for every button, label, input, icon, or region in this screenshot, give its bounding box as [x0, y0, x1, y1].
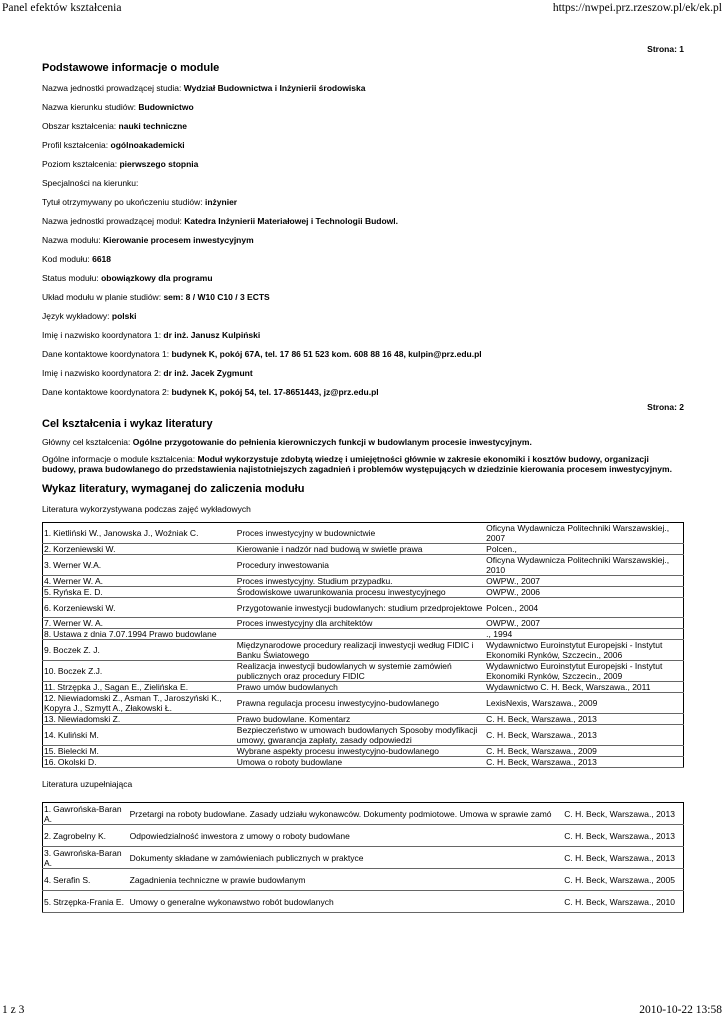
literature-number: 9.	[44, 645, 52, 655]
literature-author: Gawrońska-Baran A.	[44, 847, 122, 868]
literature-title: Proces inwestycyjny dla architektów	[236, 618, 373, 628]
literature-author: Bielecki M.	[57, 746, 99, 756]
literature-publisher: C. H. Beck, Warszawa., 2013	[486, 730, 597, 740]
info-row	[42, 235, 684, 254]
literature-heading: Wykaz literatury, wymaganej do zaliczenia modułu	[42, 483, 305, 495]
literature-row	[43, 629, 684, 640]
literature-publisher: OWPW., 2007	[486, 618, 541, 628]
literature-publisher: C. H. Beck, Warszawa., 2005	[564, 874, 675, 885]
literature-author-cell	[43, 682, 236, 693]
literature-row	[43, 891, 684, 913]
literature-row	[43, 746, 684, 757]
literature-row	[43, 587, 684, 598]
literature-publisher: Wydawnictwo C. H. Beck, Warszawa., 2011	[486, 682, 651, 692]
literature-number: 8.	[44, 629, 52, 639]
literature-title: Dokumenty składane w zamówieniach publicznych w praktyce	[129, 852, 364, 863]
literature-row	[43, 661, 684, 682]
literature-author-cell	[43, 544, 236, 555]
literature-number: 4.	[44, 874, 52, 885]
info-label: Nazwa jednostki prowadzącej moduł:	[42, 216, 185, 226]
page-counter: 1 z 3	[2, 1004, 25, 1016]
literature-title: Przygotowanie inwestycji budowlanych: studium przedprojektowe	[236, 602, 483, 613]
info-label: Imię i nazwisko koordynatora 2:	[42, 368, 164, 378]
literature-title: Odpowiedzialność inwestora z umowy o roboty budowlane	[129, 830, 350, 841]
literature-author-cell	[43, 629, 236, 640]
info-row	[42, 178, 684, 197]
main-goal-value: Ogólne przygotowanie do pełnienia kierowniczych funkcji w budowlanym procesie inwestycyjnym.	[132, 437, 532, 447]
info-label: Język wykładowy:	[42, 311, 112, 321]
page-number-label: Strona: 2	[647, 402, 684, 412]
info-value: inżynier	[205, 197, 238, 207]
literature-publisher: C. H. Beck, Warszawa., 2013	[564, 852, 675, 863]
info-label: Dane kontaktowe koordynatora 1:	[42, 349, 172, 359]
literature-row	[43, 598, 684, 618]
literature-author: Gawrońska-Baran A.	[44, 803, 122, 824]
info-row	[42, 349, 684, 368]
info-row	[42, 83, 684, 102]
literature-publisher: Polcen., 2004	[486, 602, 539, 613]
literature-author-cell	[43, 618, 236, 629]
literature-title	[236, 629, 485, 640]
literature-number: 16.	[44, 757, 56, 767]
info-row	[42, 140, 684, 159]
literature-title: Zagadnienia techniczne w prawie budowlanym	[129, 874, 306, 885]
literature-title: Przetargi na roboty budowlane. Zasady udziału wykonawców. Dokumenty podmiotowe. Umowa w sprawie zamó	[129, 808, 552, 819]
literature-row	[43, 693, 684, 714]
literature-number: 5.	[44, 587, 52, 597]
info-value: obowiązkowy dla programu	[101, 273, 213, 283]
literature-author: Niewiadomski Z.	[57, 714, 121, 724]
literature-number: 1.	[44, 528, 52, 538]
literature-publisher: Oficyna Wydawnicza Politechniki Warszawskiej., 2007	[486, 523, 670, 543]
info-label: Nazwa jednostki prowadzącej studia:	[42, 83, 184, 93]
info-row	[42, 159, 684, 178]
literature-author: Serafin S.	[53, 874, 91, 885]
info-label: Kod modułu:	[42, 254, 93, 264]
literature-publisher: C. H. Beck, Warszawa., 2013	[486, 714, 597, 724]
info-label: Tytuł otrzymywany po ukończeniu studiów:	[42, 197, 205, 207]
info-label: Układ modułu w planie studiów:	[42, 292, 164, 302]
literature-author-cell	[43, 847, 129, 869]
info-value: budynek K, pokój 54, tel. 17-8651443, jz@prz.edu.pl	[171, 387, 379, 397]
literature-row	[43, 555, 684, 576]
info-row	[42, 311, 684, 330]
info-value: 6618	[92, 254, 112, 264]
info-value: nauki techniczne	[118, 121, 188, 131]
literature-author-cell	[43, 661, 236, 682]
literature-author-cell	[43, 714, 236, 725]
print-datetime: 2010-10-22 13:58	[639, 1004, 722, 1016]
info-label: Nazwa modułu:	[42, 235, 103, 245]
literature-row	[43, 725, 684, 746]
page-number-label: Strona: 1	[647, 44, 684, 54]
lecture-literature-label: Literatura wykorzystywana podczas zajęć wykładowych	[42, 504, 251, 514]
literature-author: Boczek Z.J.	[57, 666, 103, 676]
info-label: Imię i nazwisko koordynatora 1:	[42, 330, 164, 340]
literature-author: Zagrobelny K.	[53, 830, 107, 841]
literature-row	[43, 544, 684, 555]
browser-url[interactable]: https://nwpei.prz.rzeszow.pl/ek/ek.pl	[552, 2, 722, 14]
info-row	[42, 102, 684, 121]
literature-publisher: OWPW., 2007	[486, 576, 541, 586]
literature-number: 10.	[44, 666, 56, 676]
info-row	[42, 254, 684, 273]
info-label: Dane kontaktowe koordynatora 2:	[42, 387, 172, 397]
literature-author: Werner W. A.	[53, 576, 104, 586]
literature-author-cell	[43, 598, 236, 618]
info-label: Status modułu:	[42, 273, 102, 283]
literature-author-cell	[43, 803, 129, 825]
info-value: Wydział Budownictwa i Inżynierii środowiska	[183, 83, 366, 93]
literature-number: 13.	[44, 714, 56, 724]
literature-row	[43, 714, 684, 725]
literature-author: Boczek Z. J.	[53, 645, 100, 655]
info-row	[42, 292, 684, 311]
basic-info-heading: Podstawowe informacje o module	[42, 62, 220, 74]
literature-title: Procedury inwestowania	[236, 560, 329, 570]
supplementary-literature-label: Literatura uzupełniająca	[42, 779, 133, 789]
literature-author-cell	[43, 587, 236, 598]
literature-publisher: C. H. Beck, Warszawa., 2009	[486, 746, 597, 756]
literature-publisher: Wydawnictwo Euroinstytut Europejski - Instytut Ekonomiki Rynków, Szczecin., 2009	[486, 661, 663, 681]
print-footer	[2, 1004, 722, 1018]
literature-number: 6.	[44, 602, 52, 613]
info-value: ogólnoakademicki	[110, 140, 185, 150]
info-value: polski	[111, 311, 137, 321]
literature-row	[43, 576, 684, 587]
info-row	[42, 330, 684, 349]
info-value: Budownictwo	[138, 102, 194, 112]
literature-number: 14.	[44, 730, 56, 740]
literature-number: 4.	[44, 576, 52, 586]
literature-author-cell	[43, 555, 236, 576]
literature-row	[43, 825, 684, 847]
basic-info-list	[42, 83, 684, 406]
literature-number: 7.	[44, 618, 52, 628]
lecture-literature-table	[42, 522, 684, 768]
literature-title: Prawo budowlane. Komentarz	[236, 714, 351, 724]
browser-page-title: Panel efektów kształcenia	[2, 2, 122, 14]
literature-author: Okolski D.	[57, 757, 97, 767]
literature-number: 2.	[44, 830, 52, 841]
literature-publisher: Polcen.,	[486, 544, 517, 554]
literature-row	[43, 640, 684, 661]
literature-number: 3.	[44, 847, 52, 858]
literature-number: 15.	[44, 746, 56, 756]
literature-publisher: Oficyna Wydawnicza Politechniki Warszawskiej., 2010	[486, 555, 670, 575]
info-value: dr inż. Janusz Kulpiński	[163, 330, 261, 340]
literature-author-cell	[43, 746, 236, 757]
literature-author: Ryńska E. D.	[53, 587, 103, 597]
literature-row	[43, 757, 684, 768]
print-header	[2, 2, 722, 16]
info-value: Kierowanie procesem inwestycyjnym	[102, 235, 254, 245]
literature-author-cell	[43, 757, 236, 768]
literature-title: Proces inwestycyjny w budownictwie	[236, 528, 376, 538]
literature-number: 5.	[44, 896, 52, 907]
literature-title: Umowy o generalne wykonawstwo robót budowlanych	[129, 896, 334, 907]
info-label: Profil kształcenia:	[42, 140, 111, 150]
literature-row	[43, 682, 684, 693]
literature-author: Korzeniewski W.	[53, 602, 116, 613]
info-label: Nazwa kierunku studiów:	[42, 102, 139, 112]
literature-publisher: OWPW., 2006	[486, 587, 541, 597]
literature-author: Kietliński W., Janowska J., Woźniak C.	[53, 528, 199, 538]
literature-author: Kuliński M.	[57, 730, 99, 740]
literature-publisher: C. H. Beck, Warszawa., 2013	[564, 830, 675, 841]
literature-row	[43, 847, 684, 869]
literature-author: Werner W. A.	[53, 618, 104, 628]
literature-row	[43, 803, 684, 825]
literature-title: Kierowanie i nadzór nad budową w swietle prawa	[236, 544, 423, 554]
document-content	[42, 40, 684, 913]
general-info-label: Ogólne informacje o module kształcenia:	[42, 454, 198, 464]
literature-number: 11.	[44, 682, 56, 692]
literature-number: 2.	[44, 544, 52, 554]
literature-publisher: ., 1994	[486, 629, 513, 639]
literature-author-cell	[43, 725, 236, 746]
literature-author-cell	[43, 869, 129, 891]
literature-author: Korzeniewski W.	[53, 544, 116, 554]
info-value: budynek K, pokój 67A, tel. 17 86 51 523 kom. 608 88 16 48, kulpin@prz.edu.pl	[171, 349, 482, 359]
literature-author: Strzępka-Frania E.	[53, 896, 124, 907]
literature-publisher: C. H. Beck, Warszawa., 2013	[564, 808, 675, 819]
literature-title: Prawna regulacja procesu inwestycyjno-budowlanego	[236, 698, 440, 708]
info-label: Obszar kształcenia:	[42, 121, 119, 131]
info-label: Poziom kształcenia:	[42, 159, 120, 169]
literature-publisher: C. H. Beck, Warszawa., 2010	[564, 896, 675, 907]
literature-number: 3.	[44, 560, 52, 570]
literature-author: Strzępka J., Sagan E., Zielińska E.	[57, 682, 189, 692]
literature-title: Umowa o roboty budowlane	[236, 757, 343, 767]
literature-author: Niewiadomski Z., Asman T., Jaroszyński K., Kopyra J., Szmytt A., Złakowski Ł.	[44, 693, 222, 713]
main-goal	[42, 437, 684, 454]
literature-title: Międzynarodowe procedury realizacji inwestycji według FIDIC i Banku Światowego	[236, 640, 474, 660]
literature-title: Środowiskowe uwarunkowania procesu inwestycyjnego	[236, 587, 446, 597]
main-goal-label: Główny cel kształcenia:	[42, 437, 133, 447]
literature-row	[43, 523, 684, 544]
info-value: sem: 8 / W10 C10 / 3 ECTS	[163, 292, 270, 302]
info-value: dr inż. Jacek Zygmunt	[163, 368, 253, 378]
info-row	[42, 273, 684, 292]
info-value: pierwszego stopnia	[119, 159, 199, 169]
literature-publisher: LexisNexis, Warszawa., 2009	[486, 698, 598, 708]
literature-author-cell	[43, 693, 236, 714]
info-value: Katedra Inżynierii Materiałowej i Technologii Budowl.	[184, 216, 399, 226]
literature-author-cell	[43, 523, 236, 544]
info-row	[42, 121, 684, 140]
info-label: Specjalności na kierunku:	[42, 178, 139, 188]
info-row	[42, 216, 684, 235]
literature-author: Ustawa z dnia 7.07.1994 Prawo budowlane	[53, 629, 217, 639]
literature-title: Proces inwestycyjny. Studium przypadku.	[236, 576, 393, 586]
literature-publisher: C. H. Beck, Warszawa., 2013	[486, 757, 597, 767]
general-info-value: Moduł wykorzystuje zdobytą wiedzę i umiejętności głównie w zakresie ekonomiki i kosztów budowy, organizacji budowy, prawa budowlanego do przedstawienia najistotniejszych zagadnień i problemów występujących w dziedzinie kierowania procesem inwestycyjnym.	[42, 454, 672, 474]
literature-title: Bezpieczeństwo w umowach budowlanych Sposoby modyfikacji umowy, gwarancja zapłaty, zasady odpowiedzi	[236, 725, 478, 745]
literature-author-cell	[43, 576, 236, 587]
goal-heading: Cel kształcenia i wykaz literatury	[42, 418, 213, 430]
literature-title: Wybrane aspekty procesu inwestycyjno-budowlanego	[236, 746, 439, 756]
general-info	[42, 454, 684, 474]
info-row	[42, 197, 684, 216]
supplementary-literature-table	[42, 802, 684, 913]
literature-number: 12.	[44, 693, 56, 703]
literature-author-cell	[43, 640, 236, 661]
literature-number: 1.	[44, 803, 52, 814]
literature-title: Prawo umów budowlanych	[236, 682, 338, 692]
literature-author-cell	[43, 891, 129, 913]
literature-title: Realizacja inwestycji budowlanych w systemie zamówień publicznych oraz procedury FIDIC	[236, 661, 452, 681]
literature-author-cell	[43, 825, 129, 847]
literature-publisher: Wydawnictwo Euroinstytut Europejski - Instytut Ekonomiki Rynków, Szczecin., 2006	[486, 640, 663, 660]
literature-row	[43, 618, 684, 629]
literature-row	[43, 869, 684, 891]
literature-author: Werner W.A.	[53, 560, 102, 570]
info-row	[42, 368, 684, 387]
